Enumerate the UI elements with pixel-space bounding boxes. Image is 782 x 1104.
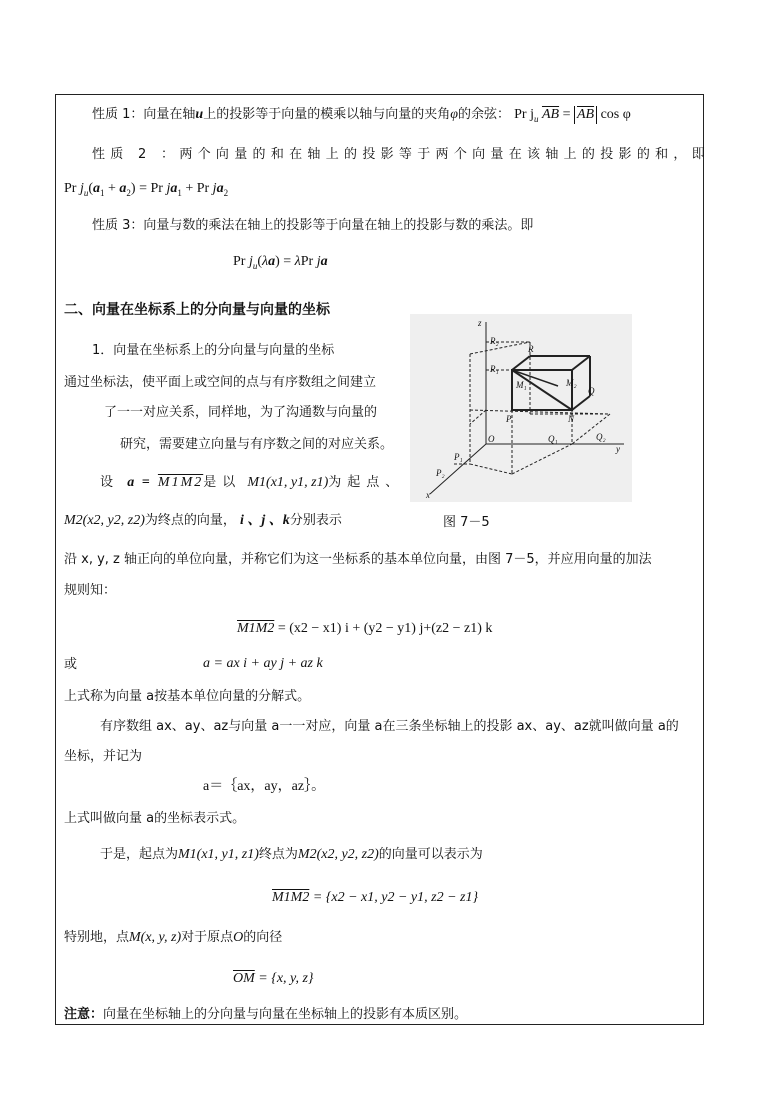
paragraph-line: 规则知： (64, 583, 117, 598)
equation-2: a = ax i + ay j + az k (203, 656, 323, 671)
fig-label-r1: R₁ (490, 364, 499, 374)
fig-label-p2: P₂ (436, 468, 445, 478)
fig-label-y: y (616, 444, 620, 454)
paragraph-line: 上式叫做向量 a的坐标表示式。 (64, 811, 246, 826)
property-1: 性质 1：向量在轴u上的投影等于向量的模乘以轴与向量的夹角φ的余弦： Pr $j_u$ $\overline{AB} = \overline{AB}$ cos φ (92, 107, 631, 124)
equation-3: a＝｛ax，ay，az｝。 (203, 779, 326, 794)
paragraph-line: 坐标，并记为 (64, 749, 143, 764)
fig-label-n: N (568, 414, 575, 424)
figure-svg (410, 314, 632, 502)
fig-label-x: x (426, 490, 430, 500)
fig-label-q1: Q₁ (548, 434, 558, 444)
property-3: 性质 3：向量与数的乘法在轴上的投影等于向量在轴上的投影与数的乘法。即 (92, 218, 534, 233)
paragraph-line: 了一一对应关系，同样地，为了沟通数与向量的 (104, 405, 378, 420)
property-3-formula: Pr $j_u(\lambda a) = \lambda Pr$ ja (233, 254, 328, 271)
property-2-formula: Pr $j_u(a_1 + a_2) = Pr$ $ja_1 + Pr$ $ja_2$ (64, 181, 229, 198)
paragraph-line: 设 a = M1M2是以 M1(x1, y1, z1)为起点、 (100, 475, 405, 490)
paragraph-line: 上式称为向量 a按基本单位向量的分解式。 (64, 689, 311, 704)
fig-label-r: R (528, 344, 534, 354)
figure-caption: 图 7－5 (443, 515, 490, 530)
property-1-formula: Pr $j_u$ $\overline{AB} = \overline{AB}$ cos φ (514, 107, 631, 124)
equation-5: $\overline{OM} = \{x$, y, z} (233, 971, 314, 986)
fig-label-m1: M₁ (516, 380, 527, 390)
equation-4: M1M2 = {x2 − x1, y2 − y1, z2 − z1} (272, 890, 479, 905)
fig-label-q2: Q₂ (596, 432, 606, 442)
subsection-title: 1．向量在坐标系上的分向量与向量的坐标 (92, 343, 335, 358)
fig-label-q: Q (588, 386, 595, 396)
coordinate-figure (410, 314, 632, 502)
fig-label-r2: R₂ (490, 336, 499, 346)
fig-label-o: O (488, 434, 495, 444)
paragraph-line: 有序数组 ax、ay、az与向量 a一一对应，向量 a在三条坐标轴上的投影 ax、ay、az就叫做向量 a的 (100, 719, 679, 734)
fig-label-p1: P₁ (454, 452, 463, 462)
paragraph-line: 通过坐标法，使平面上或空间的点与有序数组之间建立 (64, 375, 377, 390)
paragraph-line: 于是，起点为M1(x1, y1, z1)终点为M2(x2, y2, z2)的向量可以表示为 (100, 847, 483, 862)
or-label: 或 (64, 657, 78, 672)
fig-label-z: z (478, 318, 482, 328)
fig-label-m2: M₂ (566, 378, 577, 388)
paragraph-line: 研究，需要建立向量与有序数之间的对应关系。 (120, 437, 394, 452)
paragraph-line: 沿 x, y, z 轴正向的单位向量，并称它们为这一坐标系的基本单位向量，由图 7－5，并应用向量的加法 (64, 552, 652, 567)
fig-label-p: P (506, 414, 512, 424)
paragraph-line: M2(x2, y2, z2)为终点的向量， i 、j 、k分别表示 (64, 513, 342, 528)
property-2: 性质 2 ：两个向量的和在轴上的投影等于两个向量在该轴上的投影的和，即 (92, 147, 711, 162)
section-heading: 二、向量在坐标系上的分向量与向量的坐标 (64, 302, 330, 318)
note: 注意：向量在坐标轴上的分向量与向量在坐标轴上的投影有本质区别。 (64, 1007, 468, 1022)
paragraph-line: 特别地，点M(x, y, z)对于原点O的向径 (64, 930, 283, 945)
equation-1: M1M2 = (x2 − x1) i + (y2 − y1) j+(z2 − z1) k (237, 621, 493, 636)
